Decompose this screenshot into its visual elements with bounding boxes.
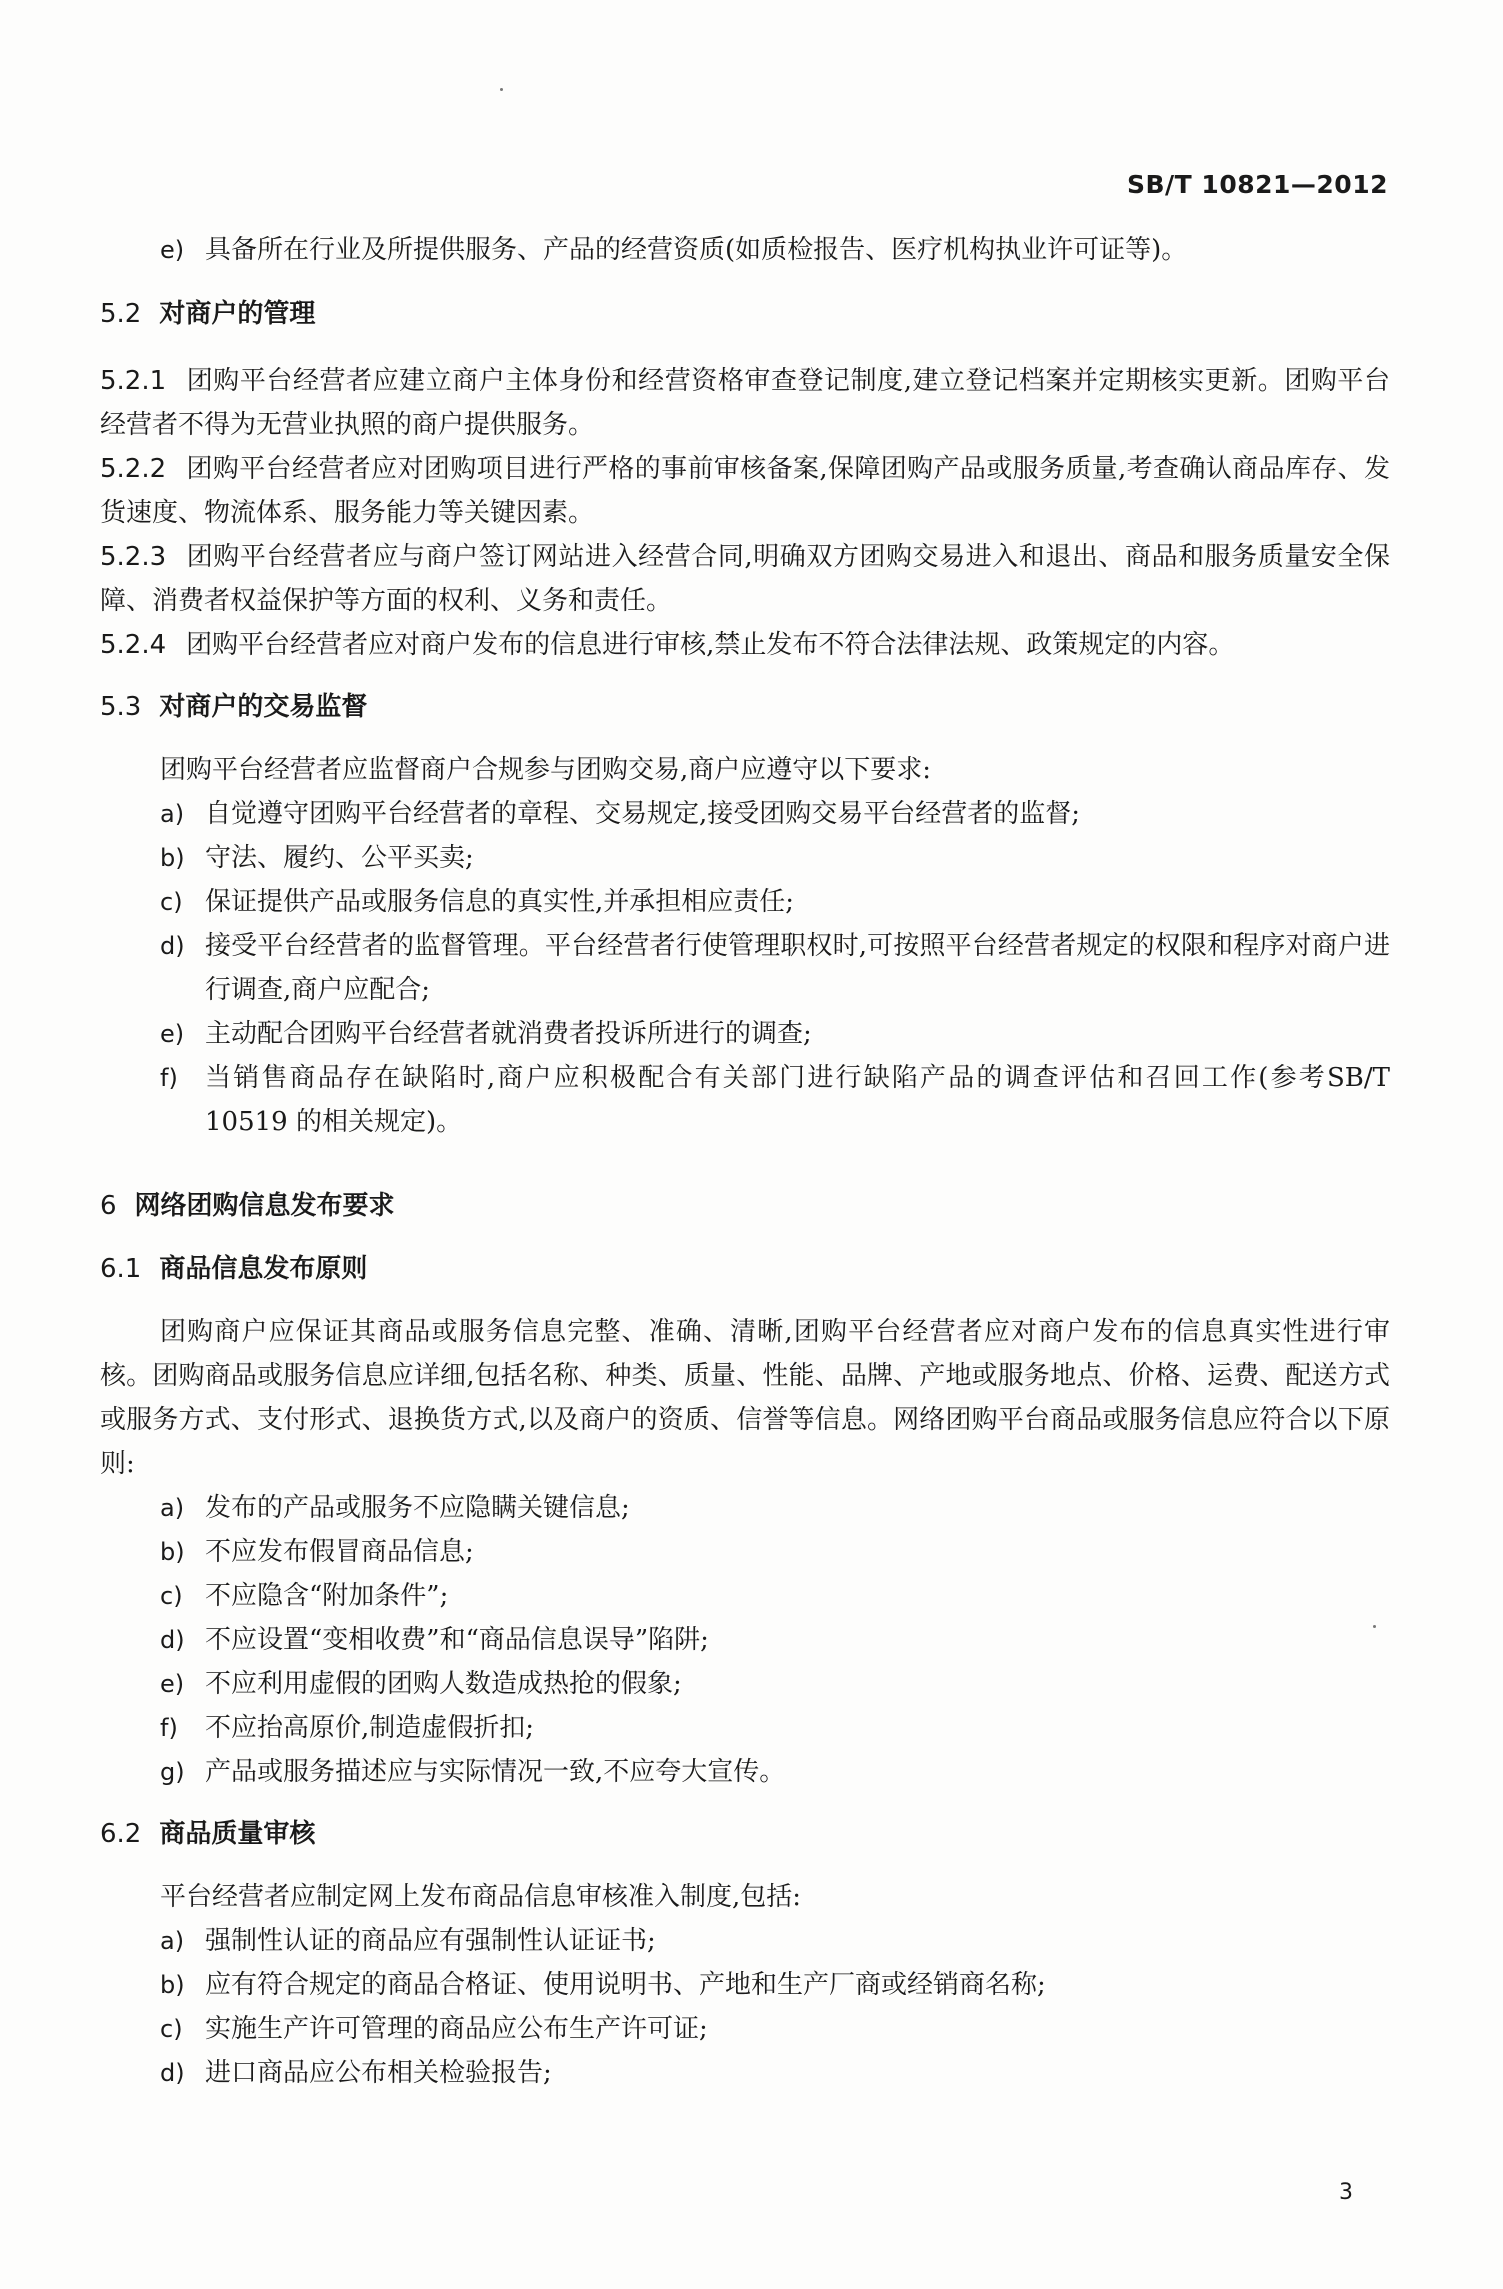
section-intro: 平台经营者应制定网上发布商品信息审核准入制度,包括:: [160, 1882, 802, 1912]
standard-code: SB/T 10821—2012: [1126, 170, 1388, 199]
list-text: 保证提供产品或服务信息的真实性,并承担相应责任;: [205, 887, 795, 917]
list-item: [100, 1618, 1390, 1662]
clause-text: 团购平台经营者应建立商户主体身份和经营资格审查登记制度,建立登记档案并定期核实更新。团购平台经营者不得为无营业执照的商户提供服务。: [100, 366, 1390, 440]
list-6-2: [100, 1919, 1390, 2095]
list-mark: e): [160, 1670, 185, 1698]
list-mark: f): [160, 1714, 178, 1742]
list-text: 接受平台经营者的监督管理。平台经营者行使管理职权时,可按照平台经营者规定的权限和程序对商户进行调查,商户应配合;: [205, 931, 1390, 1005]
list-mark: d): [160, 1626, 185, 1654]
list-text: 主动配合团购平台经营者就消费者投诉所进行的调查;: [205, 1019, 812, 1049]
section-title: 商品信息发布原则: [159, 1254, 368, 1284]
list-item: [100, 228, 1390, 272]
page-number: 3: [1339, 2180, 1353, 2205]
clause-text: 团购平台经营者应对商户发布的信息进行审核,禁止发布不符合法律法规、政策规定的内容。: [186, 630, 1235, 660]
list-mark: g): [160, 1758, 185, 1786]
list-item: [100, 1662, 1390, 1706]
section-heading-6-2: [100, 1812, 1390, 1857]
clause-5-2-3: [100, 535, 1390, 623]
list-item: [100, 1963, 1390, 2007]
list-text: 不应利用虚假的团购人数造成热抢的假象;: [205, 1669, 682, 1699]
list-5-1-continued: [100, 228, 1390, 272]
list-text: 应有符合规定的商品合格证、使用说明书、产地和生产厂商或经销商名称;: [205, 1970, 1046, 2000]
list-text: 产品或服务描述应与实际情况一致,不应夸大宣传。: [205, 1757, 786, 1787]
list-item: [100, 880, 1390, 924]
clause-5-2-2: [100, 447, 1390, 535]
section-intro: 团购平台经营者应监督商户合规参与团购交易,商户应遵守以下要求:: [160, 755, 932, 785]
clause-number: 5.2.2: [100, 454, 167, 484]
list-mark: e): [160, 236, 185, 264]
list-item: [100, 1486, 1390, 1530]
clause-number: 5.2.1: [100, 366, 167, 396]
list-text: 发布的产品或服务不应隐瞒关键信息;: [205, 1493, 630, 1523]
clause-text: 团购平台经营者应与商户签订网站进入经营合同,明确双方团购交易进入和退出、商品和服务质量安全保障、消费者权益保护等方面的权利、义务和责任。: [100, 542, 1390, 616]
list-item: [100, 924, 1390, 1012]
list-text: 当销售商品存在缺陷时,商户应积极配合有关部门进行缺陷产品的调查评估和召回工作(参考SB/T 10519 的相关规定)。: [205, 1063, 1390, 1137]
clause-text: 团购平台经营者应对团购项目进行严格的事前审核备案,保障团购产品或服务质量,考查确认商品库存、发货速度、物流体系、服务能力等关键因素。: [100, 454, 1390, 528]
list-mark: c): [160, 2015, 183, 2043]
list-text: 不应设置“变相收费”和“商品信息误导”陷阱;: [205, 1625, 709, 1655]
section-number: 6: [100, 1191, 117, 1221]
list-text: 具备所在行业及所提供服务、产品的经营资质(如质检报告、医疗机构执业许可证等)。: [205, 235, 1188, 265]
list-item: [100, 836, 1390, 880]
section-heading-5-2: [100, 292, 1390, 337]
section-number: 6.1: [100, 1254, 142, 1284]
section-number: 5.3: [100, 692, 142, 722]
list-mark: b): [160, 1971, 185, 1999]
list-text: 进口商品应公布相关检验报告;: [205, 2058, 552, 2088]
list-text: 强制性认证的商品应有强制性认证证书;: [205, 1926, 656, 1956]
list-mark: c): [160, 888, 183, 916]
list-mark: b): [160, 1538, 185, 1566]
list-item: [100, 1530, 1390, 1574]
section-title: 商品质量审核: [159, 1819, 316, 1849]
list-text: 不应隐含“附加条件”;: [205, 1581, 449, 1611]
document-body: [100, 228, 1390, 2095]
spacer: [100, 1144, 1390, 1166]
list-item: [100, 1919, 1390, 1963]
clause-number: 5.2.3: [100, 542, 167, 572]
section-number: 5.2: [100, 299, 142, 329]
list-text: 自觉遵守团购平台经营者的章程、交易规定,接受团购交易平台经营者的监督;: [205, 799, 1081, 829]
list-mark: a): [160, 800, 185, 828]
section-heading-6-1: [100, 1247, 1390, 1292]
list-mark: c): [160, 1582, 183, 1610]
list-item: [100, 2007, 1390, 2051]
chapter-heading-6: [100, 1184, 1390, 1229]
list-mark: d): [160, 932, 185, 960]
list-mark: a): [160, 1494, 185, 1522]
list-5-3: [100, 792, 1390, 1144]
list-item: [100, 2051, 1390, 2095]
list-text: 实施生产许可管理的商品应公布生产许可证;: [205, 2014, 708, 2044]
list-mark: f): [160, 1064, 178, 1092]
scan-speck: [500, 88, 503, 91]
section-title: 网络团购信息发布要求: [134, 1191, 395, 1221]
section-intro: 团购商户应保证其商品或服务信息完整、准确、清晰,团购平台经营者应对商户发布的信息真实性进行审核。团购商品或服务信息应详细,包括名称、种类、质量、性能、品牌、产地或服务地点、价格、运费、配送方式或服务方式、支付形式、退换货方式,以及商户的资质、信誉等信息。网络团购平台商品或服务信息应符合以下原则:: [100, 1317, 1390, 1479]
list-item: [100, 1706, 1390, 1750]
clause-5-2-4: [100, 623, 1390, 667]
list-item: [100, 1574, 1390, 1618]
list-item: [100, 792, 1390, 836]
list-text: 不应发布假冒商品信息;: [205, 1537, 474, 1567]
list-mark: d): [160, 2059, 185, 2087]
section-title: 对商户的管理: [159, 299, 316, 329]
list-text: 守法、履约、公平买卖;: [205, 843, 474, 873]
clause-number: 5.2.4: [100, 630, 167, 660]
list-6-1: [100, 1486, 1390, 1794]
list-mark: a): [160, 1927, 185, 1955]
list-item: [100, 1056, 1390, 1144]
list-mark: e): [160, 1020, 185, 1048]
clause-5-2-1: [100, 359, 1390, 447]
list-item: [100, 1012, 1390, 1056]
list-text: 不应抬高原价,制造虚假折扣;: [205, 1713, 535, 1743]
list-mark: b): [160, 844, 185, 872]
list-item: [100, 1750, 1390, 1794]
section-heading-5-3: [100, 685, 1390, 730]
section-number: 6.2: [100, 1819, 142, 1849]
section-title: 对商户的交易监督: [159, 692, 368, 722]
